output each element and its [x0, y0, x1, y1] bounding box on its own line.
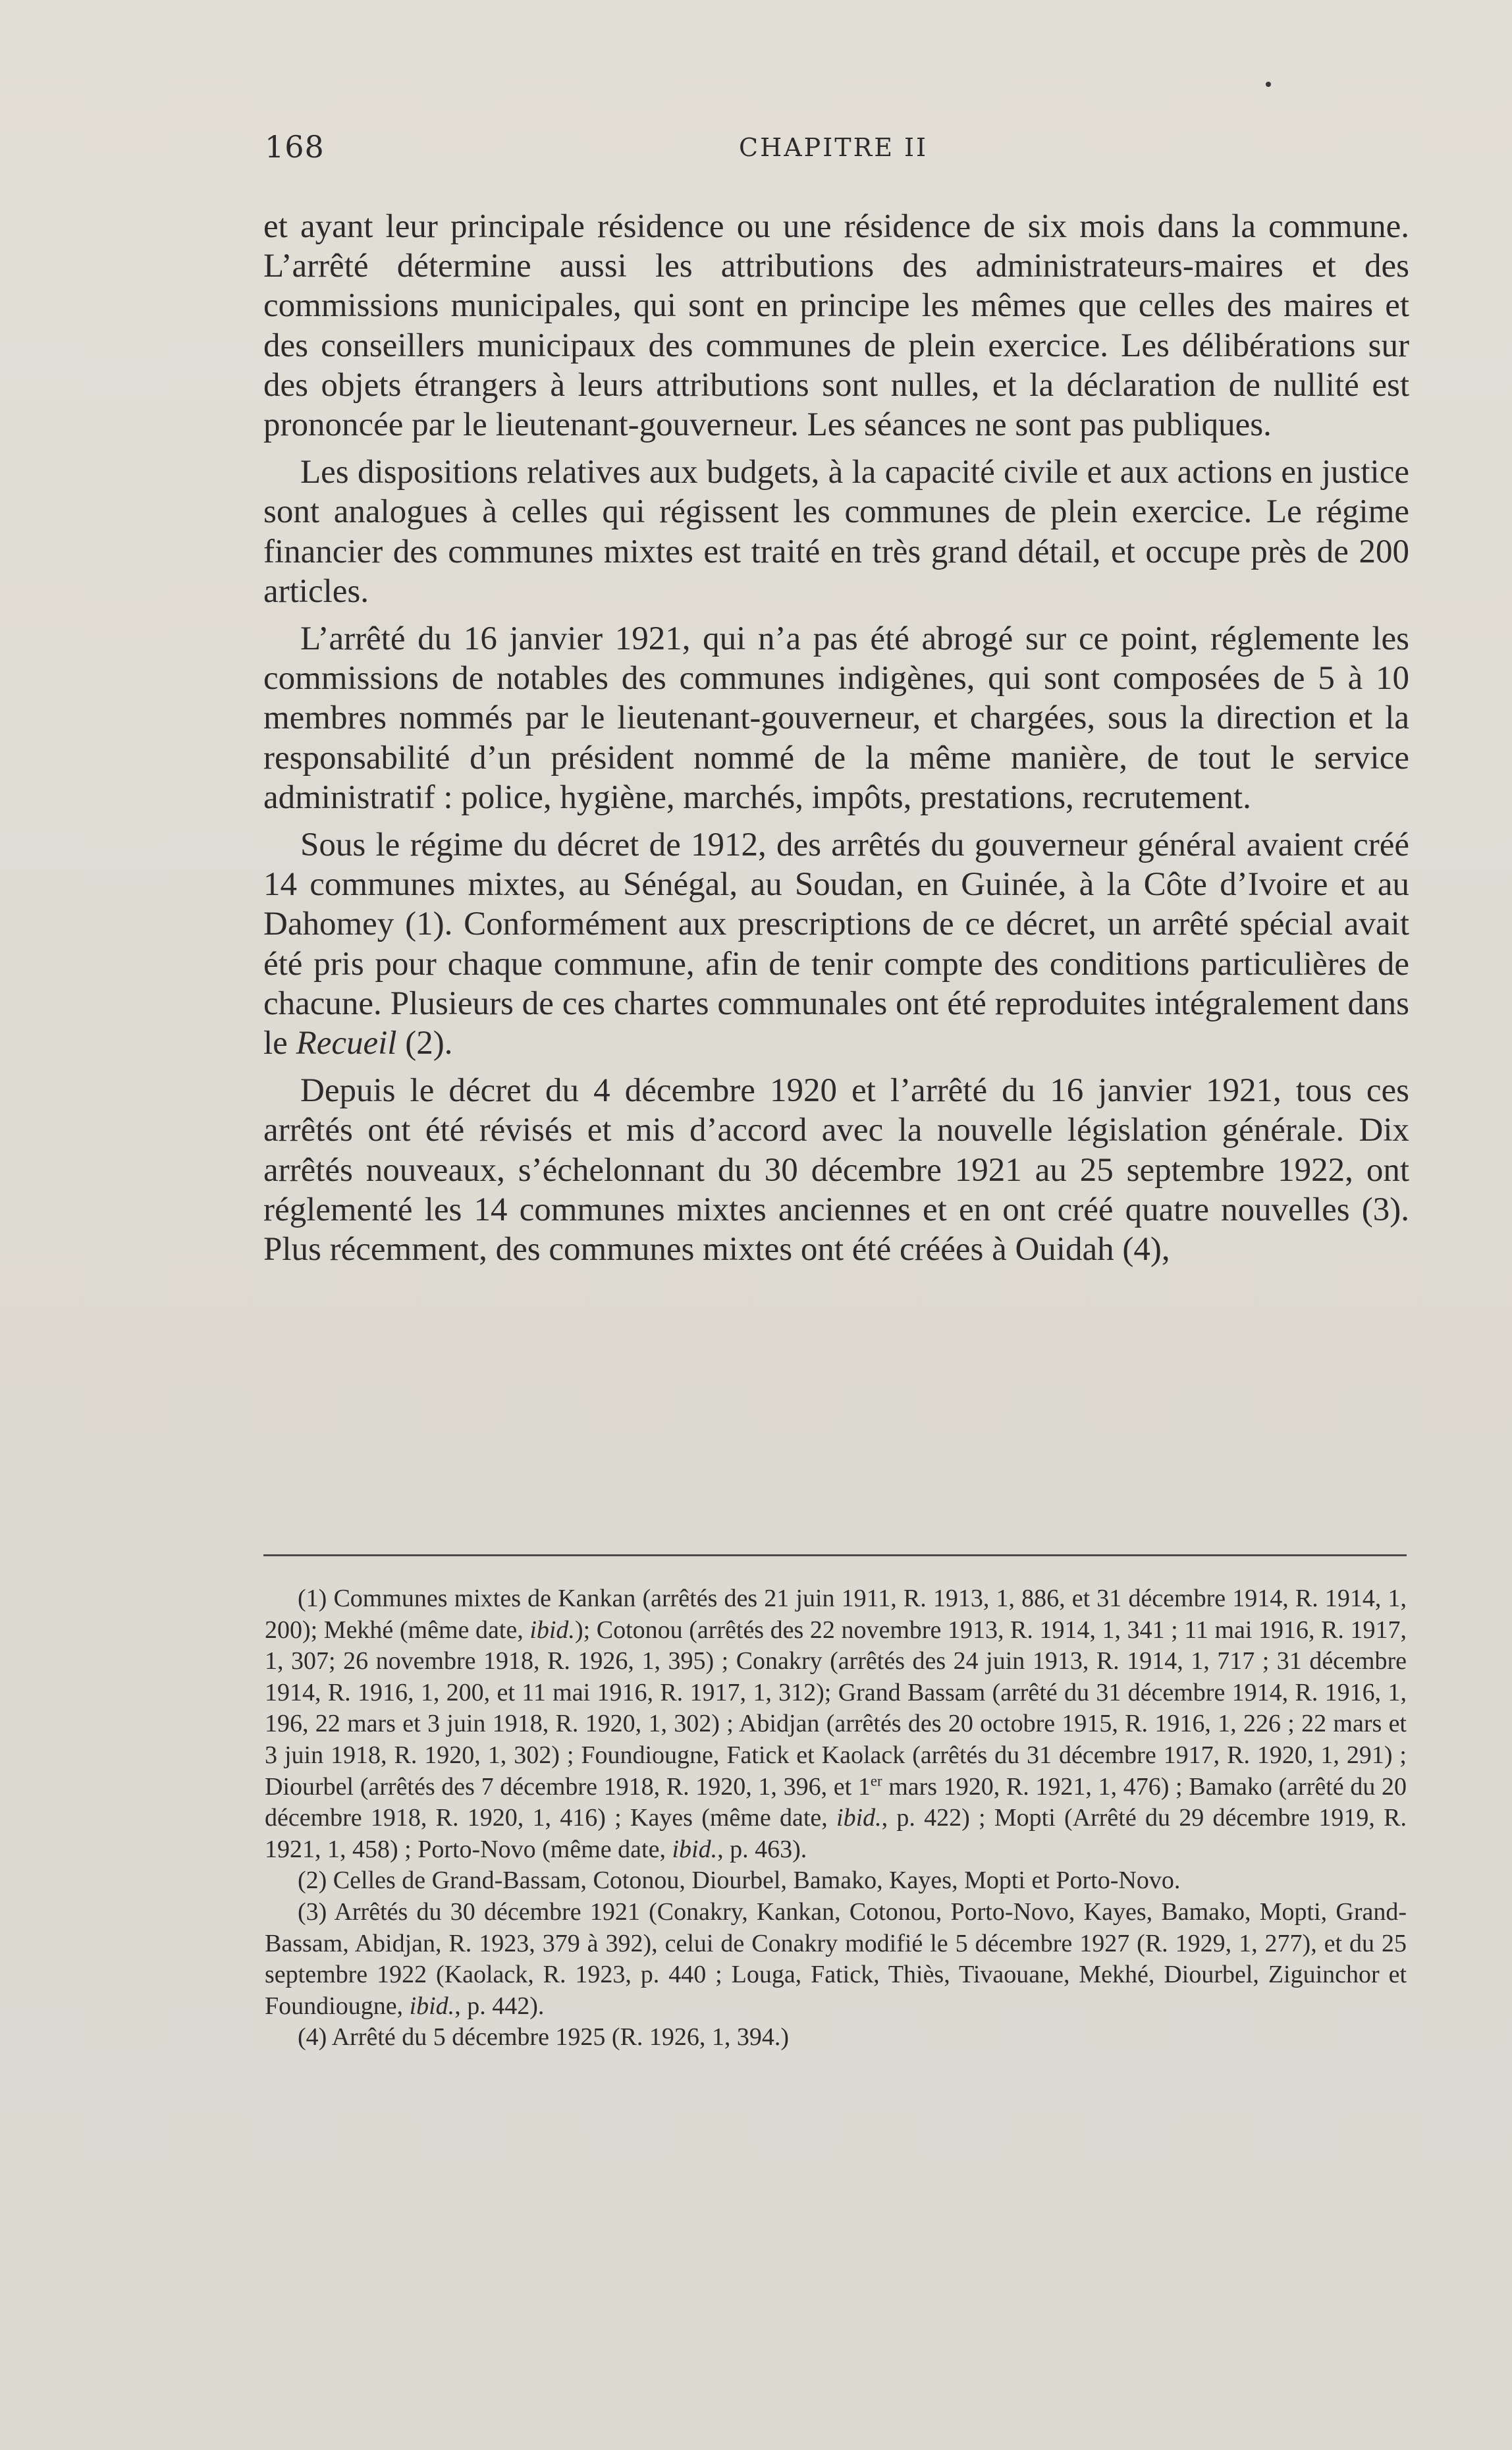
paragraph-3: L’arrêté du 16 janvier 1921, qui n’a pas été abrogé sur ce point, réglemente les commissions de notables des communes indigènes, qui sont composées de 5 à 10 membres nommés par le lieutenant-gouverneur, et chargées, sous la direction et la responsabilité d’un président nommé de la même manière, de tout le service administratif : police, hygiène, marchés, impôts, prestations, recrutement.: [263, 620, 1409, 816]
ibid-ref: ibid.: [836, 1804, 882, 1832]
footnote-1-part: , p. 463).: [717, 1835, 807, 1863]
page-header: [265, 129, 1411, 171]
paragraph-4-end: (2).: [396, 1025, 453, 1062]
footnote-3: [265, 1897, 1407, 2022]
ibid-ref: ibid.: [529, 1616, 575, 1644]
ibid-ref: ibid.: [409, 1992, 455, 2020]
footnote-1-part: (1) Communes mixtes de Kankan (arrêtés des 21 juin 1911, R. 1913, 1, 886, et 31 décembre 1914, R. 1914, 1, 200); Mekhé (même date,: [265, 1585, 1407, 1644]
footnote-1: [265, 1583, 1407, 1865]
paragraph-1: et ayant leur principale résidence ou une résidence de six mois dans la commune. L’arrêté détermine aussi les attributions des administrateurs-maires et des commissions municipales, qui sont en principe les mêmes que celles des maires et des conseillers municipaux des communes de plein exercice. Les délibérations sur des objets étrangers à leurs attributions sont nulles, et la déclaration de nullité est prononcée par le lieutenant-gouverneur. Les séances ne sont pas publiques.: [263, 208, 1409, 444]
footnote-4: (4) Arrêté du 5 décembre 1925 (R. 1926, 1, 394.): [298, 2023, 790, 2052]
footnote-rule: [263, 1554, 1407, 1556]
footnote-1-part: ); Cotonou (arrêtés des 22 novembre 1913, R. 1914, 1, 341 ; 11 mai 1916, R. 1917, 1, 307; 26 novembre 1918, R. 1926, 1, 395) ; Conakry (arrêtés des 24 juin 1913, R. 1914, 1, 717 ; 31 décembre 1914, R. 1916, 1, 200, et 11 mai 1916, R. 1917, 1, 312); Grand Bassam (arrêté du 31 décembre 1914, R. 1916, 1, 196, 22 mars et 3 juin 1918, R. 1920, 1, 302) ; Abidjan (arrêtés des 20 octobre 1915, R. 1916, 1, 226 ; 22 mars et 3 juin 1918, R. 1920, 1, 302) ; Foundiougne, Fatick et Kaolack (arrêtés du 31 décembre 1917, R. 1920, 1, 291) ; Diourbel (arrêtés des 7 décembre 1918, R. 1920, 1, 396, et 1: [265, 1616, 1407, 1801]
ibid-ref: ibid.: [672, 1835, 718, 1863]
paragraph-2: Les dispositions relatives aux budgets, à la capacité civile et aux actions en justice sont analogues à celles qui régissent les communes de plein exercice. Le régime financier des communes mixtes est traité en très grand détail, et occupe près de 200 articles.: [263, 454, 1409, 610]
body-text: [263, 207, 1409, 1277]
running-head: CHAPITRE II: [739, 133, 929, 162]
page-number: 168: [265, 129, 325, 165]
ink-speck: [1266, 82, 1271, 87]
recueil-title: Recueil: [296, 1025, 397, 1062]
footnote-1-part: mars 1920, R. 1921, 1, 476) ; Bamako (arrêté du 20 décembre 1918, R. 1920, 1, 416) ; Kayes (même date,: [265, 1772, 1407, 1832]
footnote-3-part: , p. 442).: [454, 1992, 545, 2020]
paragraph-4-text: Sous le régime du décret de 1912, des arrêtés du gouverneur général avaient créé 14 communes mixtes, au Sénégal, au Soudan, en Guinée, à la Côte d’Ivoire et au Dahomey (1). Conformément aux prescriptions de ce décret, un arrêté spécial avait été pris pour chaque commune, afin de tenir compte des conditions particulières de chacune. Plusieurs de ces chartes communales ont été reproduites intégralement dans le: [263, 827, 1409, 1062]
footnotes: [265, 1583, 1407, 2054]
ordinal-superscript: er: [870, 1772, 882, 1789]
footnote-1-part: , p. 422) ; Mopti (Arrêté du 29 décembre 1919, R. 1921, 1, 458) ; Porto-Novo (même date,: [265, 1804, 1407, 1863]
footnote-3-part: (3) Arrêtés du 30 décembre 1921 (Conakry, Kankan, Cotonou, Porto-Novo, Kayes, Bamako, Mopti, Grand-Bassam, Abidjan, R. 1923, 379 à 392), celui de Conakry modifié le 5 décembre 1927 (R. 1929, 1, 277), et du 25 septembre 1922 (Kaolack, R. 1923, p. 440 ; Louga, Fatick, Thiès, Tivaouane, Mekhé, Diourbel, Ziguinchor et Foundiougne,: [265, 1897, 1407, 2020]
footnote-2: (2) Celles de Grand-Bassam, Cotonou, Diourbel, Bamako, Kayes, Mopti et Porto-Novo.: [298, 1866, 1181, 1895]
paragraph-5: Depuis le décret du 4 décembre 1920 et l’arrêté du 16 janvier 1921, tous ces arrêtés ont été révisés et mis d’accord avec la nouvelle législation générale. Dix arrêtés nouveaux, s’échelonnant du 30 décembre 1921 au 25 septembre 1922, ont réglementé les 14 communes mixtes anciennes et en ont créé quatre nouvelles (3). Plus récemment, des communes mixtes ont été créées à Ouidah (4),: [263, 1072, 1409, 1268]
paragraph-4: [263, 825, 1409, 1063]
